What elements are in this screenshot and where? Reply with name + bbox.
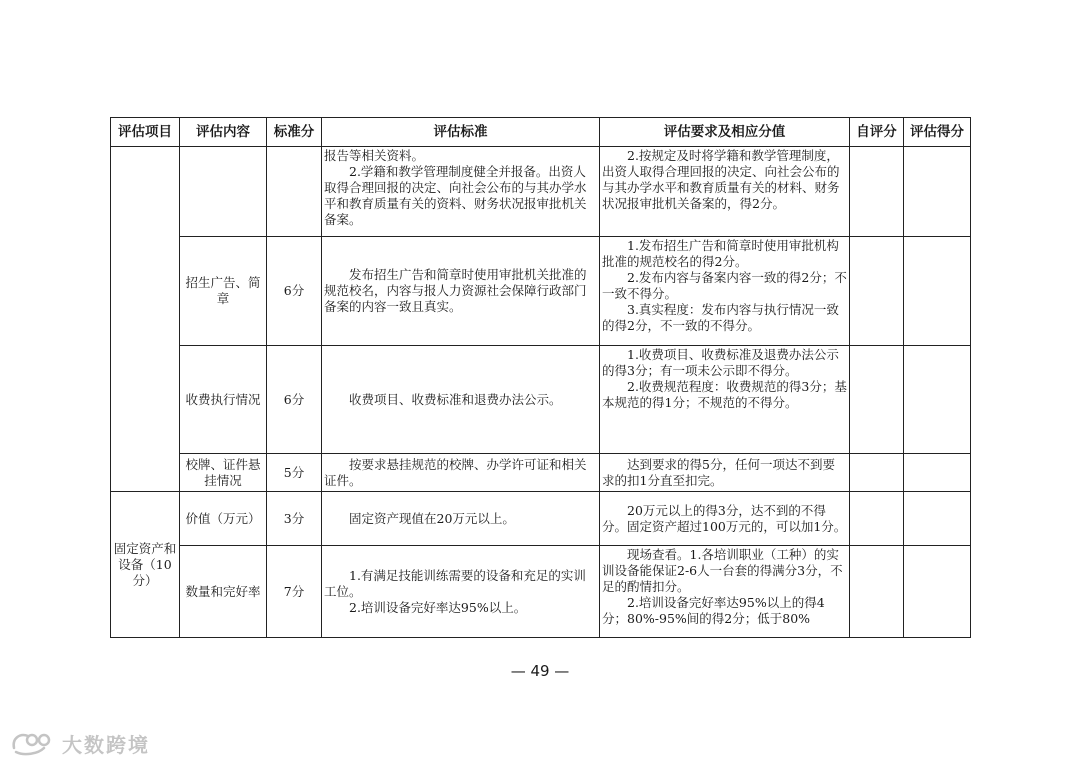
self-score-cell [850, 346, 904, 454]
criteria-line: 2.培训设备完好率达95%以上。 [349, 599, 527, 615]
eval-score-cell [904, 546, 971, 638]
eval-score-cell [904, 492, 971, 546]
requirement-cell [600, 454, 850, 492]
chat-bubble-icon [10, 730, 56, 756]
criteria-line: 发布招生广告和简章时使用审批机关批准的规范校名，内容与报人力资源社会保障行政部门备案的内容一致且真实。 [324, 267, 587, 314]
eval-score-cell [904, 454, 971, 492]
content-cell: 收费执行情况 [180, 346, 267, 454]
requirement-line: 2.发布内容与备案内容一致的得2分；不一致不得分。 [602, 270, 847, 301]
score-cell: 7分 [267, 546, 322, 638]
header-eval-score: 评估得分 [904, 118, 971, 147]
table-row [111, 346, 971, 454]
page-number: — 49 — [510, 662, 570, 680]
criteria-line: 按要求悬挂规范的校牌、办学许可证和相关证件。 [324, 456, 587, 488]
criteria-line: 1.有满足技能训练需要的设备和充足的实训工位。 [324, 567, 586, 599]
criteria-cell [322, 492, 600, 546]
content-cell: 招生广告、简章 [180, 237, 267, 346]
requirement-line: 2.收费规范程度：收费规范的得3分；基本规范的得1分；不规范的不得分。 [602, 379, 847, 410]
evaluation-table [110, 117, 971, 638]
header-requirements: 评估要求及相应分值 [600, 118, 850, 147]
criteria-cell [322, 454, 600, 492]
criteria-cell [322, 147, 600, 237]
self-score-cell [850, 454, 904, 492]
eval-score-cell [904, 237, 971, 346]
requirement-cell [600, 492, 850, 546]
score-cell [267, 147, 322, 237]
criteria-line: 收费项目、收费标准和退费办法公示。 [349, 391, 562, 407]
criteria-cell [322, 546, 600, 638]
eval-score-cell [904, 346, 971, 454]
project-cell-empty [111, 147, 180, 492]
requirement-line: 3.真实程度：发布内容与执行情况一致的得2分，不一致的不得分。 [602, 302, 839, 333]
content-cell [180, 147, 267, 237]
requirement-line: 达到要求的得5分，任何一项达不到要求的扣1分直至扣完。 [602, 456, 835, 488]
content-cell: 数量和完好率 [180, 546, 267, 638]
self-score-cell [850, 237, 904, 346]
criteria-line: 2.学籍和教学管理制度健全并报备。出资人取得合理回报的决定、向社会公布的与其办学水平和教育质量有关的资料、财务状况报审批机关备案。 [324, 164, 587, 227]
self-score-cell [850, 147, 904, 237]
table-row [111, 454, 971, 492]
table-row [111, 147, 971, 237]
table-row [111, 237, 971, 346]
watermark-text: 大数跨境 [62, 732, 150, 757]
score-cell: 5分 [267, 454, 322, 492]
header-self-score: 自评分 [850, 118, 904, 147]
criteria-cell [322, 346, 600, 454]
criteria-cell [322, 237, 600, 346]
criteria-line: 报告等相关资料。 [324, 148, 425, 163]
content-cell: 校牌、证件悬挂情况 [180, 454, 267, 492]
table-header-row [111, 118, 971, 147]
table-row [111, 492, 971, 546]
requirement-cell [600, 346, 850, 454]
content-cell: 价值（万元） [180, 492, 267, 546]
requirement-line: 现场查看。1.各培训职业（工种）的实训设备能保证2-6人一台套的得满分3分，不足的酌情扣分。 [602, 547, 843, 594]
table-row [111, 546, 971, 638]
score-cell: 3分 [267, 492, 322, 546]
requirement-cell [600, 546, 850, 638]
header-project: 评估项目 [111, 118, 180, 147]
project-cell-fixed-assets: 固定资产和设备（10分） [111, 492, 180, 638]
requirement-cell [600, 237, 850, 346]
eval-score-cell [904, 147, 971, 237]
header-criteria: 评估标准 [322, 118, 600, 147]
watermark-logo [10, 728, 150, 758]
requirement-line: 1.发布招生广告和简章时使用审批机构批准的规范校名的得2分。 [602, 238, 839, 269]
requirement-line: 2.按规定及时将学籍和教学管理制度，出资人取得合理回报的决定、向社会公布的与其办学水平和教育质量有关的材料、财务状况报审批机关备案的，得2分。 [602, 148, 840, 211]
requirement-cell [600, 147, 850, 237]
self-score-cell [850, 546, 904, 638]
self-score-cell [850, 492, 904, 546]
criteria-line: 固定资产现值在20万元以上。 [349, 510, 515, 526]
score-cell: 6分 [267, 346, 322, 454]
requirement-line: 2.培训设备完好率达95%以上的得4分；80%-95%间的得2分；低于80% [602, 595, 825, 626]
header-content: 评估内容 [180, 118, 267, 147]
score-cell: 6分 [267, 237, 322, 346]
requirement-line: 20万元以上的得3分，达不到的不得分。固定资产超过100万元的，可以加1分。 [602, 502, 847, 534]
requirement-line: 1.收费项目、收费标准及退费办法公示的得3分；有一项未公示即不得分。 [602, 347, 839, 378]
header-standard-score: 标准分 [267, 118, 322, 147]
